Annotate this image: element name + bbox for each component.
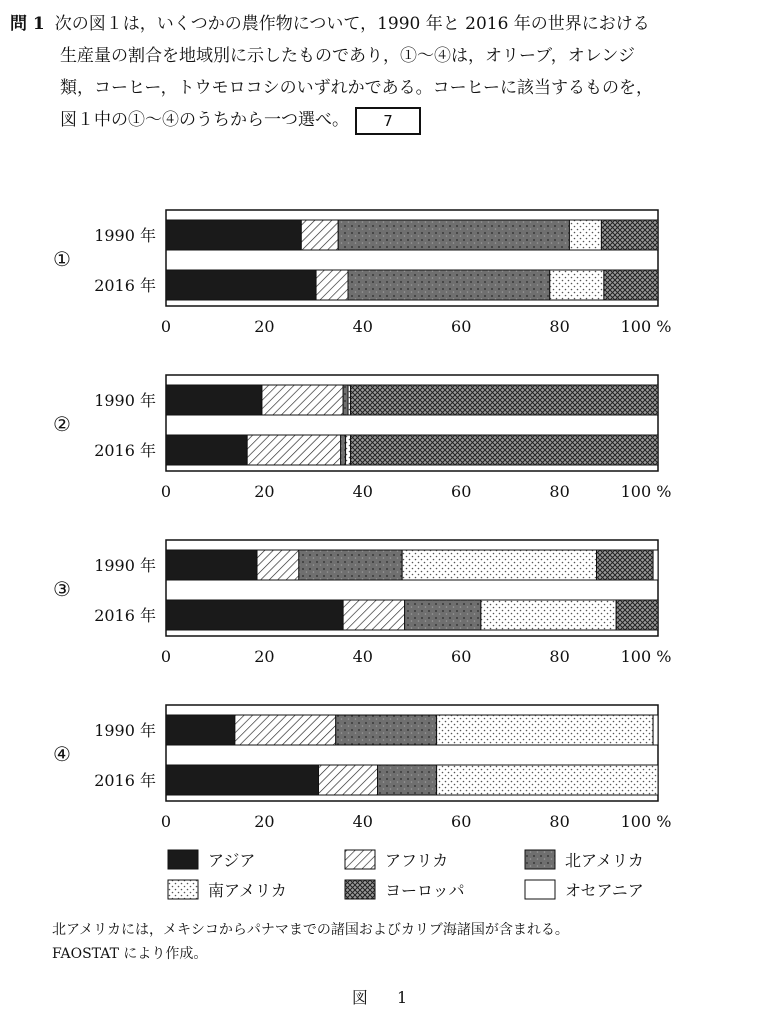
x-tick-label: 40	[352, 647, 373, 666]
legend-swatch	[345, 880, 375, 899]
bar-segment-4	[437, 715, 653, 745]
panel-label: ③	[53, 577, 71, 601]
legend-swatch	[168, 850, 198, 869]
bar-segment-6	[653, 715, 658, 745]
panel-label: ②	[53, 412, 71, 436]
x-tick-label: 60	[451, 317, 472, 336]
legend-swatch	[525, 880, 555, 899]
row-label: 1990 年	[94, 721, 156, 740]
bar-segment-1	[166, 765, 319, 795]
legend-label: オセアニア	[565, 881, 644, 900]
x-tick-label: 100 %	[620, 482, 672, 501]
x-tick-label: 0	[160, 812, 172, 831]
legend-item-1	[168, 850, 255, 870]
bar-segment-3	[348, 270, 550, 300]
bar-segment-1	[166, 435, 247, 465]
bar-segment-3	[299, 550, 402, 580]
chart-legend	[168, 850, 644, 900]
legend-label: ヨーロッパ	[385, 881, 465, 900]
bar-segment-5	[351, 385, 659, 415]
x-tick-label: 20	[254, 812, 275, 831]
x-tick-label: 100 %	[620, 647, 672, 666]
row-label: 2016 年	[94, 276, 156, 295]
bar-segment-4	[346, 435, 351, 465]
question-line-2: 生産量の割合を地域別に示したものであり，①～④は，オリーブ，オレンジ	[60, 46, 635, 66]
legend-label: 南アメリカ	[208, 881, 287, 900]
bar-segment-5	[604, 270, 658, 300]
bar-segment-4	[437, 765, 658, 795]
bar-segment-4	[402, 550, 596, 580]
bar-segment-4	[550, 270, 604, 300]
bar-segment-4	[569, 220, 601, 250]
x-tick-label: 60	[451, 812, 472, 831]
bar-segment-2	[235, 715, 336, 745]
footnote-source: FAOSTAT により作成。	[52, 946, 208, 962]
x-tick-label: 40	[352, 482, 373, 501]
panel-3	[53, 540, 671, 666]
x-tick-label: 80	[549, 647, 570, 666]
panel-1	[53, 210, 671, 336]
bar-segment-3	[405, 600, 481, 630]
x-tick-label: 100 %	[620, 812, 672, 831]
answer-box: 7	[355, 107, 421, 135]
bar-segment-2	[247, 435, 340, 465]
legend-item-3	[525, 850, 644, 870]
legend-swatch	[525, 850, 555, 869]
legend-label: アフリカ	[385, 851, 449, 870]
bar-segment-1	[166, 715, 235, 745]
row-label: 1990 年	[94, 226, 156, 245]
bar-segment-4	[481, 600, 616, 630]
bar-segment-1	[166, 270, 316, 300]
x-tick-label: 60	[451, 647, 472, 666]
bar-segment-5	[601, 220, 658, 250]
bar-segment-2	[257, 550, 299, 580]
legend-label: アジア	[208, 851, 256, 870]
footnote-region-definition: 北アメリカには，メキシコからパナマまでの諸国およびカリブ海諸国が含まれる。	[52, 922, 569, 938]
x-tick-label: 40	[352, 317, 373, 336]
legend-item-5	[345, 880, 465, 900]
bar-segment-1	[166, 600, 343, 630]
bar-segment-1	[166, 220, 301, 250]
bar-segment-3	[343, 385, 348, 415]
bar-segment-6	[653, 550, 658, 580]
question-line-1: 問 1 次の図１は，いくつかの農作物について，1990 年と 2016 年の世界における	[10, 14, 650, 34]
x-tick-label: 0	[160, 647, 172, 666]
question-line-4: 図１中の①～④のうちから一つ選べ。 7	[10, 104, 762, 136]
figure-caption: 図 1	[351, 988, 420, 1007]
bar-segment-2	[316, 270, 348, 300]
x-tick-label: 20	[254, 482, 275, 501]
question-line-3: 類，コーヒー，トウモロコシのいずれかである。コーヒーに該当するものを，	[60, 78, 653, 98]
panel-2	[53, 375, 671, 501]
legend-item-2	[345, 850, 448, 870]
panel-label: ①	[53, 247, 71, 271]
question-number: 問 1	[10, 14, 45, 34]
row-label: 1990 年	[94, 556, 156, 575]
x-tick-label: 0	[160, 317, 172, 336]
bar-segment-2	[319, 765, 378, 795]
bar-segment-2	[301, 220, 338, 250]
bar-segment-3	[378, 765, 437, 795]
row-label: 2016 年	[94, 606, 156, 625]
legend-swatch	[168, 880, 198, 899]
footnotes	[52, 918, 752, 966]
x-tick-label: 20	[254, 317, 275, 336]
bar-segment-2	[262, 385, 343, 415]
row-label: 2016 年	[94, 771, 156, 790]
panel-label: ④	[53, 742, 71, 766]
legend-label: 北アメリカ	[565, 851, 644, 870]
chart-panels	[53, 210, 671, 831]
legend-item-4	[168, 880, 287, 900]
x-tick-label: 60	[451, 482, 472, 501]
x-tick-label: 80	[549, 317, 570, 336]
x-tick-label: 20	[254, 647, 275, 666]
bar-segment-5	[351, 435, 659, 465]
x-tick-label: 0	[160, 482, 172, 501]
bar-segment-2	[343, 600, 405, 630]
bar-segment-5	[597, 550, 654, 580]
bar-segment-1	[166, 385, 262, 415]
bar-segment-1	[166, 550, 257, 580]
x-tick-label: 40	[352, 812, 373, 831]
panel-4	[53, 705, 671, 831]
bar-segment-5	[616, 600, 658, 630]
row-label: 1990 年	[94, 391, 156, 410]
bar-segment-3	[336, 715, 437, 745]
row-label: 2016 年	[94, 441, 156, 460]
legend-item-6	[525, 880, 644, 900]
bar-segment-3	[338, 220, 569, 250]
x-tick-label: 100 %	[620, 317, 672, 336]
x-tick-label: 80	[549, 812, 570, 831]
x-tick-label: 80	[549, 482, 570, 501]
bar-segment-3	[341, 435, 346, 465]
legend-swatch	[345, 850, 375, 869]
